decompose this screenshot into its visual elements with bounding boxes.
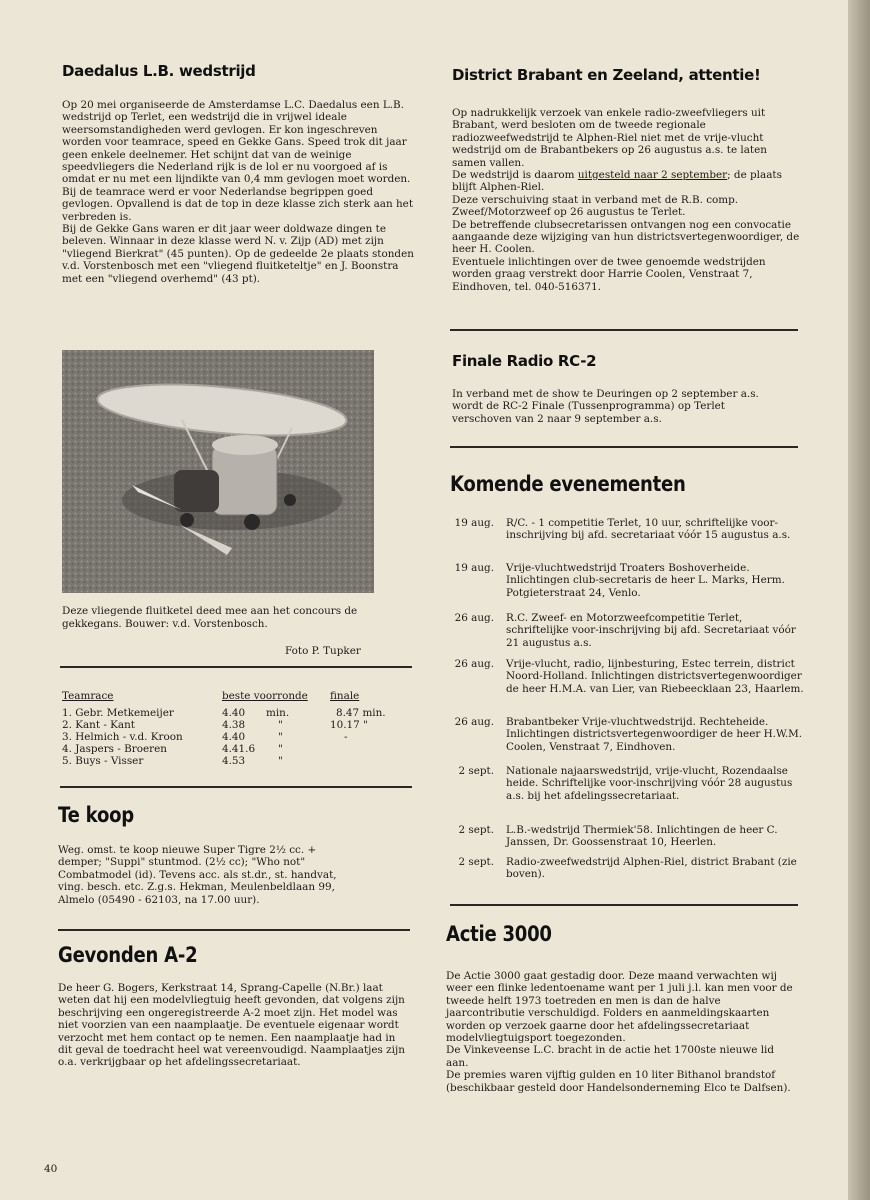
divider [60,786,412,788]
divider [58,929,410,931]
best-time: 4.53 [222,755,246,767]
table-row [62,743,386,755]
table-row [62,731,386,743]
page-number: 40 [44,1163,58,1175]
photo-caption: Deze vliegende fluitketel deed mee aan het concours de gekkegans. Bouwer: v.d. Vorstenbosch. [62,605,358,630]
finale-title: Finale Radio RC-2 [452,352,597,370]
tekoop-text: Weg. omst. te koop nieuwe Super Tigre 2½ cc. + demper; "Suppi" stuntmod. (2½ cc); "Who not" Combatmodel (id). Tevens acc. als st.dr., st. handvat, ving. besch. etc. Z.g.s. Hekman, Meulenbeldlaan 99, Almelo (05490 - 62103, na 17.00 uur). [58,844,337,906]
actie-text: De Actie 3000 gaat gestadig door. Deze maand verwachten wij weer een flinke ledentoename want per 1 juli j.l. kan men voor de tweede helft 1973 toetreden en men is dan de halve jaarcontributie verschuldigd. Folders en aanmeldingskaarten worden op verzoek gaarne door het afdelingssecretariaat modelvliegtuigsport toegezonden. De Vinkeveense L.C. bracht in de actie het 1700ste nieuwe lid aan. De premies waren vijftig gulden en 10 liter Bithanol brandstof (beschikbaar gesteld door Handelsonderneming Elco te Dalfsen). [446,970,793,1094]
event-date: 2 sept. [458,765,494,777]
team-name: 3. Helmich - v.d. Kroon [62,731,183,743]
brabant-text-part: Op nadrukkelijk verzoek van enkele radio-zweefvliegers uit Brabant, werd besloten om de tweede regionale radiozweefwedstrijd te Alphen-Riel niet met de vrije-vlucht wedstrijd om de Brabantbekers op 26 augustus a.s. te laten samen vallen. De wedstrijd is daarom [452,107,767,182]
list-item [452,765,812,817]
list-item [452,658,812,710]
divider [450,904,798,906]
table-row [62,719,386,731]
time-unit: " [278,731,283,743]
event-text: R.C. Zweef- en Motorzweefcompetitie Terlet, schriftelijke voor-inschrijving bij afd. Secretariaat vóór 21 augustus a.s. [506,612,796,649]
photo-credit: Foto P. Tupker [285,645,361,657]
final-time [316,755,386,767]
tekoop-title: Te koop [58,803,134,827]
brabant-text-part: ; de plaats blijft Alphen-Riel. Deze verschuiving staat in verband met de R.B. comp. Zweef/Motorzweef op 26 augustus te Terlet. De betreffende clubsecretarissen ontvangen nog een convocatie aangaande deze wijziging van hun districtsvertegenwoordiger, de heer H. Coolen. Eventuele inlichtingen over de twee genoemde wedstrijden worden graag verstrekt door Harrie Coolen, Venstraat 7, Eindhoven, tel. 040-516371. [452,169,800,293]
final-time: 10.17 " [330,719,368,731]
team-name: 4. Jaspers - Broeren [62,743,167,755]
event-date: 26 aug. [454,612,494,624]
photo-fluitketel [62,350,374,593]
divider [60,666,412,668]
list-item [452,517,812,557]
event-date: 26 aug. [454,716,494,728]
event-date: 19 aug. [454,562,494,574]
event-text: Brabantbeker Vrije-vluchtwedstrijd. Rechteheide. Inlichtingen districtsvertegenwoordiger de heer H.W.M. Coolen, Venstraat 7, Eindhoven. [506,716,803,753]
event-text: Nationale najaarswedstrijd, vrije-vlucht, Rozendaalse heide. Schriftelijke voor-inschrijving vóór 28 augustus a.s. bij het afdelingssecretariaat. [506,765,793,802]
time-unit: " [278,743,283,755]
event-text: L.B.-wedstrijd Thermiek'58. Inlichtingen de heer C. Janssen, Dr. Goossenstraat 10, Heerlen. [506,824,778,849]
list-item [452,716,812,756]
divider [450,329,798,331]
list-item [452,612,812,652]
brabant-text [452,107,802,293]
list-item [452,562,812,602]
postponed-date-underlined: uitgesteld naar 2 september [577,169,728,182]
best-time: 4.40 [222,707,246,719]
event-text: Vrije-vluchtwedstrijd Troaters Boshoverheide. Inlichtingen club-secretaris de heer L. Marks, Herm. Potgieterstraat 24, Venlo. [506,562,785,599]
event-date: 2 sept. [458,824,494,836]
teamrace-table [62,690,386,767]
table-header: finale [330,690,360,702]
final-time [316,743,386,755]
gevonden-title: Gevonden A-2 [58,943,198,967]
list-item [452,824,812,852]
event-date: 19 aug. [454,517,494,529]
actie-title: Actie 3000 [446,922,552,946]
final-time: 8.47 min. [336,707,386,719]
page-edge [848,0,870,1200]
table-header: Teamrace [62,690,114,702]
time-unit: " [278,719,283,731]
best-time: 4.41.6 [222,743,256,755]
event-text: Radio-zweefwedstrijd Alphen-Riel, district Brabant (zie boven). [506,856,797,881]
komende-title: Komende evenementen [450,472,686,496]
team-name: 5. Buys - Visser [62,755,144,767]
daedalus-title: Daedalus L.B. wedstrijd [62,62,256,80]
gevonden-text: De heer G. Bogers, Kerkstraat 14, Sprang-Capelle (N.Br.) laat weten dat hij een modelvliegtuig heeft gevonden, dat volgens zijn beschrijving een ongeregistreerde A-2 moet zijn. Het model was niet voorzien van een naamplaatje. De eventuele eigenaar wordt verzocht met hem contact op te nemen. Een naamplaatje had in dit geval de toedracht heel wat vereenvoudigd. Naamplaatjes zijn o.a. verkrijgbaar op het afdelingssecretariaat. [58,982,405,1069]
model-airplane-photo [62,350,374,593]
event-text: R/C. - 1 competitie Terlet, 10 uur, schriftelijke voor-inschrijving bij afd. secretariaat vóór 15 augustus a.s. [506,517,791,542]
best-time: 4.40 [222,731,246,743]
table-header: beste voorronde [222,690,308,702]
list-item [452,856,812,884]
event-text: Vrije-vlucht, radio, lijnbesturing, Estec terrein, district Noord-Holland. Inlichtingen districtsvertegenwoordiger de heer H.M.A. van Lier, van Riebeecklaan 23, Haarlem. [506,658,804,695]
table-header-row [62,690,386,702]
daedalus-text: Op 20 mei organiseerde de Amsterdamse L.C. Daedalus een L.B. wedstrijd op Terlet, een wedstrijd die in vrijwel ideale weersomstandigheden werd gevlogen. Er kon ingeschreven worden voor teamrace, speed en Gekke Gans. Speed trok dit jaar geen enkele deelnemer. Het schijnt dat van de weinige speedvliegers die Nederland rijk is de lol er nu voorgoed af is omdat er nu met een lijndikte van 0,4 mm gevlogen moet worden. Bij de teamrace werd er voor Nederlandse begrippen goed gevlogen. Opvallend is dat de top in deze klasse zich sterk aan het verbreden is. Bij de Gekke Gans waren er dit jaar weer doldwaze dingen te beleven. Winnaar in deze klasse werd N. v. Zijp (AD) met zijn "vliegend Bierkrat" (45 punten). Op de gedeelde 2e plaats stonden v.d. Vorstenbosch met een "vliegend fluitketeltje" en J. Boonstra met een "vliegend overhemd" (43 pt). [62,99,414,285]
brabant-title: District Brabant en Zeeland, attentie! [452,66,761,84]
time-unit: " [278,755,283,767]
event-date: 2 sept. [458,856,494,868]
final-time: - [344,731,348,743]
team-name: 2. Kant - Kant [62,719,135,731]
table-row [62,755,386,767]
time-unit: min. [266,707,290,719]
team-name: 1. Gebr. Metkemeijer [62,707,174,719]
event-date: 26 aug. [454,658,494,670]
finale-text: In verband met de show te Deuringen op 2 september a.s. wordt de RC-2 Finale (Tussenprogramma) op Terlet verschoven van 2 naar 9 september a.s. [452,388,759,425]
table-row [62,707,386,719]
best-time: 4.38 [222,719,246,731]
divider [450,446,798,448]
